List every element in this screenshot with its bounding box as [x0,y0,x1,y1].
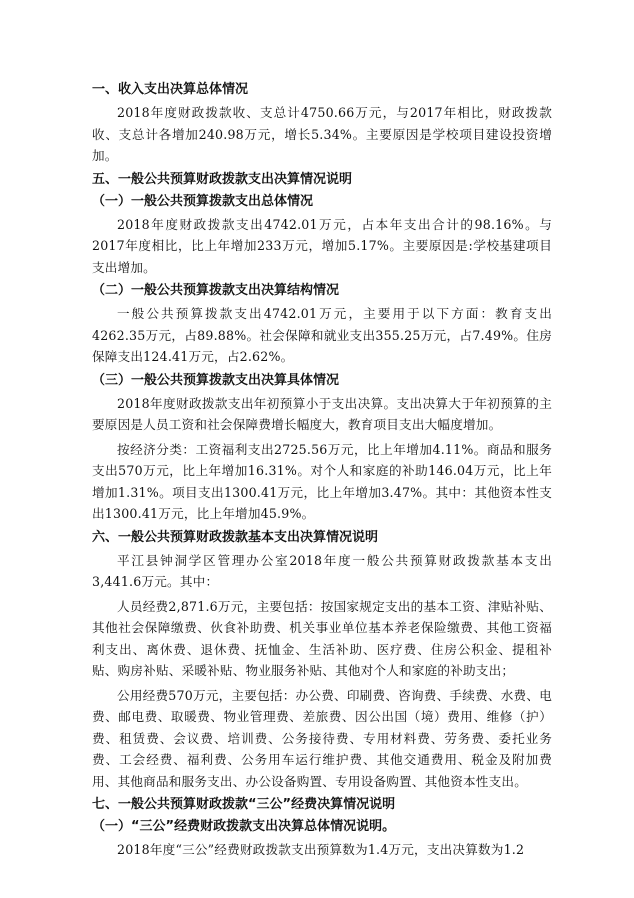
paragraph-overall: 2018年度财政拨款支出4742.01万元，占本年支出合计的98.16%。与2017年度相比，比上年增加233万元，增加5.17%。主要原因是:学校基建项目支出增加。 [92,216,552,275]
paragraph-basic-total: 平江县钟洞学区管理办公室2018年度一般公共预算财政拨款基本支出3,441.6万元。其中： [92,552,552,589]
subsection-heading-three-public-overall: （一）“三公”经费财政拨款支出决算总体情况说明。 [92,819,396,834]
subsection-heading-structure: （二）一般公共预算拨款支出决算结构情况 [92,283,340,298]
paragraph-income-summary: 2018年度财政拨款收、支总计4750.66万元，与2017年相比，财政拨款收、支总计各增加240.98万元，增长5.34%。主要原因是学校项目建设投资增加。 [92,105,552,163]
paragraph-structure: 一般公共预算拨款支出4742.01万元，主要用于以下方面：教育支出4262.35万元，占89.88%。社会保障和就业支出355.25万元，占7.49%。住房保障支出124.41万元，占2.62%。 [92,306,552,364]
paragraph-details-budget: 2018年度财政拨款支出年初预算小于支出决算。支出决算大于年初预算的主要原因是人员工资和社会保障费增长幅度大，教育项目支出大幅度增加。 [92,395,552,432]
paragraph-public-funds: 公用经费570万元，主要包括：办公费、印刷费、咨询费、手续费、水费、电费、邮电费、取暖费、物业管理费、差旅费、因公出国（境）费用、维修（护）费、租赁费、会议费、培训费、公务接待费、专用材料费、劳务费、委托业务费、工会经费、福利费、公务用车运行维护费、其他交通费用、税金及附加费用、其他商品和服务支出、办公设备购置、专用设备购置、其他资本性支出。 [92,687,552,789]
paragraph-details-economic: 按经济分类：工资福利支出2725.56万元，比上年增加4.11%。商品和服务支出570万元，比上年增加16.31%。对个人和家庭的补助146.04万元，比上年增加1.31%。项目支出1300.41万元，比上年增加3.47%。其中：其他资本性支出1300.41万元，比上年增加45.9%。 [92,441,552,521]
section-heading-income-expenditure: 一、收入支出决算总体情况 [92,82,249,97]
section-heading-three-public: 七、一般公共预算财政拨款“三公”经费决算情况说明 [92,797,396,812]
paragraph-three-public: 2018年度“三公”经费财政拨款支出预算数为1.4万元，支出决算数为1.2 [117,842,525,857]
section-heading-general-budget: 五、一般公共预算财政拨款支出决算情况说明 [92,171,353,187]
paragraph-personnel: 人员经费2,871.6万元，主要包括：按国家规定支出的基本工资、津贴补贴、其他社会保障缴费、伙食补助费、机关事业单位基本养老保险缴费、其他工资福利支出、离休费、退休费、抚恤金、生活补助、医疗费、住房公积金、提租补贴、购房补贴、采暖补贴、物业服务补贴、其他对个人和家庭的补助支出； [92,598,552,678]
subsection-heading-details: （三）一般公共预算拨款支出决算具体情况 [92,372,340,388]
subsection-heading-overall: （一）一般公共预算拨款支出总体情况 [92,193,314,209]
section-heading-basic-expenditure: 六、一般公共预算财政拨款基本支出决算情况说明 [92,529,379,545]
document-body [92,80,552,864]
